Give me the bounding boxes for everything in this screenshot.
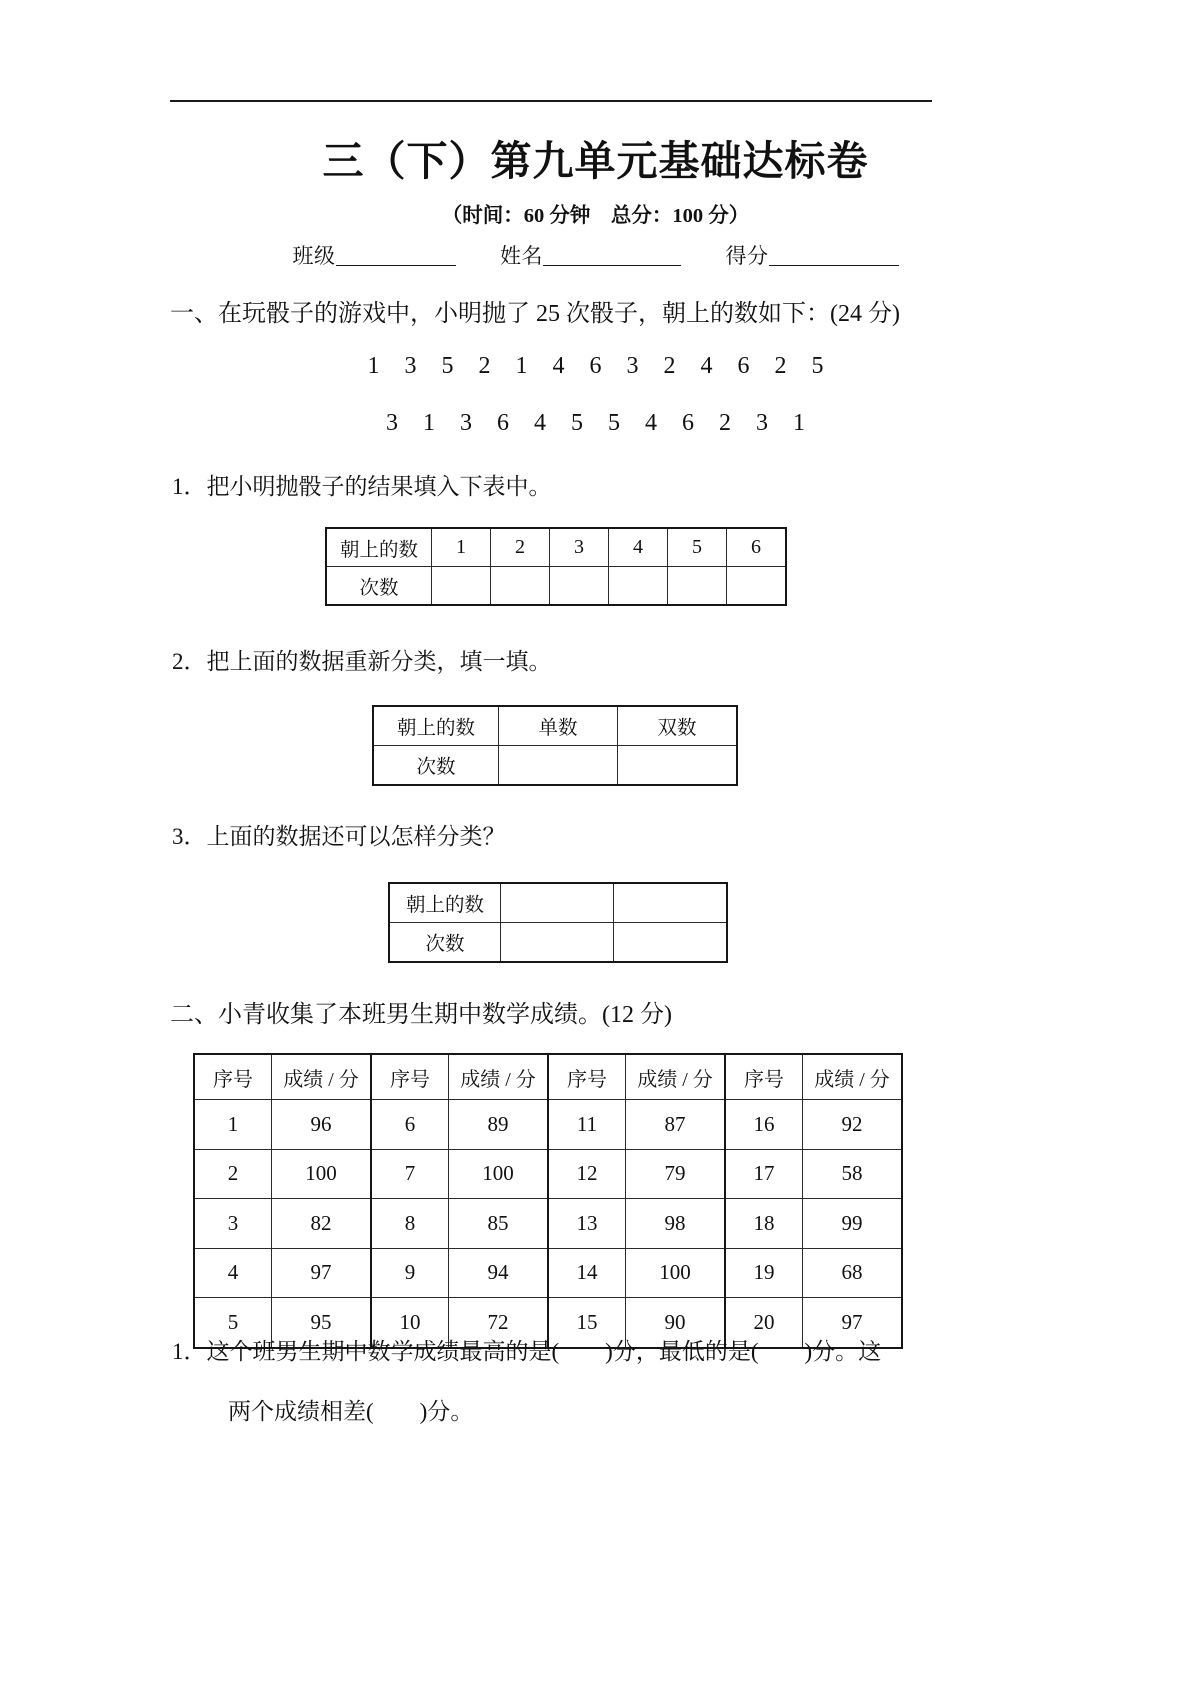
score-index-cell: 18 <box>725 1199 803 1249</box>
class-field-group <box>293 240 456 270</box>
table-row <box>373 746 737 786</box>
page-title: 三（下）第九单元基础达标卷 <box>322 137 869 185</box>
dice-value: 5 <box>608 410 620 436</box>
student-info-line <box>0 240 1191 270</box>
tally-face-cell: 2 <box>491 528 550 567</box>
score-value-cell: 72 <box>449 1298 549 1348</box>
score-index-cell: 17 <box>725 1149 803 1199</box>
tally-count-cell[interactable] <box>550 567 609 606</box>
score-value-cell: 98 <box>626 1199 726 1249</box>
name-input-blank[interactable] <box>543 245 681 266</box>
table-row <box>373 706 737 746</box>
table-row <box>194 1149 902 1199</box>
score-index-cell: 2 <box>194 1149 272 1199</box>
tally-count-cell[interactable] <box>668 567 727 606</box>
dice-values-row-2 <box>0 410 1191 437</box>
table-row <box>326 567 786 606</box>
tally-face-cell: 4 <box>609 528 668 567</box>
dice-tally-table <box>325 527 787 606</box>
dice-value: 6 <box>589 353 602 379</box>
score-index-cell: 10 <box>371 1298 449 1348</box>
score-index-cell: 11 <box>548 1100 626 1150</box>
open-row-label-faces: 朝上的数 <box>389 883 501 923</box>
scores-header-index: 序号 <box>194 1054 272 1100</box>
tally-face-cell: 5 <box>668 528 727 567</box>
dice-value: 6 <box>682 410 694 436</box>
table-row <box>194 1100 902 1150</box>
dice-value: 4 <box>645 410 657 436</box>
score-index-cell: 3 <box>194 1199 272 1249</box>
scores-header-index: 序号 <box>725 1054 803 1100</box>
score-field-group <box>726 240 899 270</box>
score-index-cell: 6 <box>371 1100 449 1150</box>
scores-header-score: 成绩 / 分 <box>449 1054 549 1100</box>
open-category-cell[interactable] <box>501 883 614 923</box>
tally-count-cell[interactable] <box>609 567 668 606</box>
dice-value: 2 <box>774 353 787 379</box>
scores-header-index: 序号 <box>548 1054 626 1100</box>
tally-row-label-counts: 次数 <box>326 567 432 606</box>
scores-header-score: 成绩 / 分 <box>272 1054 372 1100</box>
question-1-3-text: 3．上面的数据还可以怎样分类？ <box>172 824 506 849</box>
class-input-blank[interactable] <box>336 245 456 266</box>
scores-table <box>193 1053 903 1349</box>
score-index-cell: 15 <box>548 1298 626 1348</box>
score-value-cell: 58 <box>803 1149 903 1199</box>
score-value-cell: 97 <box>803 1298 903 1348</box>
score-value-cell: 96 <box>272 1100 372 1150</box>
score-value-cell: 99 <box>803 1199 903 1249</box>
score-value-cell: 90 <box>626 1298 726 1348</box>
tally-count-cell[interactable] <box>727 567 787 606</box>
scores-header-index: 序号 <box>371 1054 449 1100</box>
score-value-cell: 95 <box>272 1298 372 1348</box>
score-index-cell: 13 <box>548 1199 626 1249</box>
name-label: 姓名 <box>500 244 543 268</box>
dice-value: 4 <box>534 410 546 436</box>
score-value-cell: 100 <box>626 1248 726 1298</box>
dice-value: 5 <box>441 353 454 379</box>
score-value-cell: 89 <box>449 1100 549 1150</box>
score-value-cell: 97 <box>272 1248 372 1298</box>
odd-even-category-cell: 单数 <box>499 706 618 746</box>
odd-even-table <box>372 705 738 786</box>
dice-value: 4 <box>700 353 713 379</box>
dice-value: 4 <box>552 353 565 379</box>
odd-even-category-cell: 双数 <box>618 706 738 746</box>
dice-value: 1 <box>515 353 528 379</box>
open-count-cell[interactable] <box>614 923 728 963</box>
section-two-heading: 二、小青收集了本班男生期中数学成绩。(12 分) <box>170 1002 672 1028</box>
score-index-cell: 14 <box>548 1248 626 1298</box>
dice-value: 1 <box>423 410 435 436</box>
dice-value: 1 <box>793 410 805 436</box>
score-value-cell: 85 <box>449 1199 549 1249</box>
dice-value: 5 <box>811 353 824 379</box>
score-value-cell: 94 <box>449 1248 549 1298</box>
dice-value: 3 <box>756 410 768 436</box>
score-value-cell: 92 <box>803 1100 903 1150</box>
score-value-cell: 100 <box>449 1149 549 1199</box>
table-row <box>194 1248 902 1298</box>
odd-even-count-cell[interactable] <box>499 746 618 786</box>
table-header-row <box>194 1054 902 1100</box>
table-row <box>326 528 786 567</box>
scores-header-score: 成绩 / 分 <box>626 1054 726 1100</box>
dice-value: 3 <box>386 410 398 436</box>
dice-value: 3 <box>460 410 472 436</box>
open-row-label-counts: 次数 <box>389 923 501 963</box>
open-category-cell[interactable] <box>614 883 728 923</box>
score-index-cell: 8 <box>371 1199 449 1249</box>
dice-value: 2 <box>478 353 491 379</box>
dice-value: 3 <box>404 353 417 379</box>
odd-even-count-cell[interactable] <box>618 746 738 786</box>
dice-value: 3 <box>626 353 639 379</box>
score-label: 得分 <box>725 244 769 268</box>
score-index-cell: 4 <box>194 1248 272 1298</box>
dice-value: 5 <box>571 410 583 436</box>
score-index-cell: 9 <box>371 1248 449 1298</box>
score-index-cell: 7 <box>371 1149 449 1199</box>
score-value-cell: 82 <box>272 1199 372 1249</box>
score-value-cell: 87 <box>626 1100 726 1150</box>
class-label: 班级 <box>292 244 336 268</box>
score-index-cell: 19 <box>725 1248 803 1298</box>
question-2-1-line-1: 1．这个班男生期中数学成绩最高的是( )分，最低的是( )分。这 <box>172 1339 882 1364</box>
dice-value: 6 <box>497 410 509 436</box>
open-count-cell[interactable] <box>501 923 614 963</box>
score-value-cell: 68 <box>803 1248 903 1298</box>
dice-values-row-1 <box>0 353 1191 380</box>
score-value-cell: 79 <box>626 1149 726 1199</box>
tally-row-label-faces: 朝上的数 <box>326 528 432 567</box>
odd-even-row-label-counts: 次数 <box>373 746 499 786</box>
scores-header-score: 成绩 / 分 <box>803 1054 903 1100</box>
table-row <box>389 883 727 923</box>
score-index-cell: 20 <box>725 1298 803 1348</box>
score-index-cell: 1 <box>194 1100 272 1150</box>
score-index-cell: 5 <box>194 1298 272 1348</box>
name-field-group <box>500 240 681 270</box>
table-row <box>194 1199 902 1249</box>
dice-value: 6 <box>737 353 750 379</box>
exam-meta-subtitle: （时间：60 分钟 总分：100 分） <box>441 205 750 227</box>
tally-face-cell: 6 <box>727 528 787 567</box>
dice-value: 2 <box>719 410 731 436</box>
dice-value: 2 <box>663 353 676 379</box>
score-value-cell: 100 <box>272 1149 372 1199</box>
question-2-1-line-2: 两个成绩相差( )分。 <box>228 1399 474 1424</box>
tally-face-cell: 3 <box>550 528 609 567</box>
section-one-heading: 一、在玩骰子的游戏中，小明抛了 25 次骰子，朝上的数如下：(24 分) <box>170 301 900 327</box>
tally-count-cell[interactable] <box>491 567 550 606</box>
score-input-blank[interactable] <box>769 245 899 266</box>
question-1-2-text: 2．把上面的数据重新分类，填一填。 <box>172 649 552 674</box>
score-index-cell: 16 <box>725 1100 803 1150</box>
score-index-cell: 12 <box>548 1149 626 1199</box>
question-1-1-text: 1．把小明抛骰子的结果填入下表中。 <box>172 474 552 499</box>
tally-face-cell: 1 <box>432 528 491 567</box>
tally-count-cell[interactable] <box>432 567 491 606</box>
table-row <box>389 923 727 963</box>
odd-even-row-label-faces: 朝上的数 <box>373 706 499 746</box>
dice-value: 1 <box>367 353 380 379</box>
open-classification-table <box>388 882 728 963</box>
header-rule <box>170 100 932 102</box>
